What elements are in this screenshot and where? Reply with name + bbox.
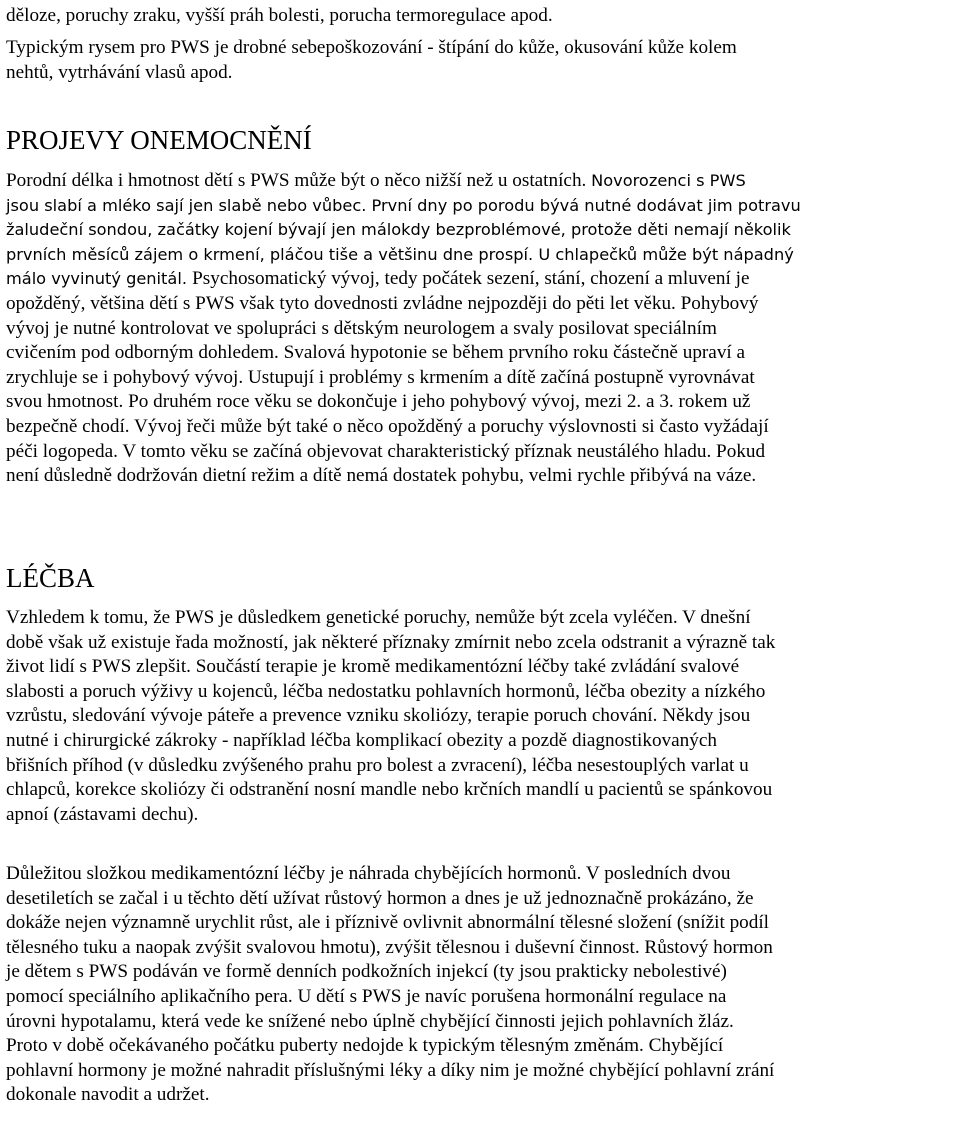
text-line: pohlavní hormony je možné nahradit příslušnými léky a díky nim je možné chybějící pohlavní zrání <box>6 1059 775 1081</box>
text-run: péči logopeda. V tomto věku se začíná objevovat charakteristický příznak neustálého hladu. Pokud <box>6 440 766 462</box>
text-line <box>6 440 801 465</box>
text-line: úrovni hypotalamu, která vede ke snížené nebo úplně chybějící činnosti jejich pohlavních žláz. <box>6 1010 734 1032</box>
text-line <box>6 366 801 391</box>
text-line: pomocí speciálního aplikačního pera. U dětí s PWS je navíc porušena hormonální regulace na <box>6 985 727 1007</box>
text-line: nehtů, vytrhávání vlasů apod. <box>6 61 233 83</box>
text-run: Psychosomatický vývoj, tedy počátek sezení, stání, chození a mluvení je <box>192 268 750 290</box>
section-heading-projevy: PROJEVY ONEMOCNĚNÍ <box>6 125 312 155</box>
text-line: dokonale navodit a udržet. <box>6 1084 210 1106</box>
text-line: době však už existuje řada možností, jak některé příznaky zmírnit nebo zcela odstranit a výrazně tak <box>6 631 776 653</box>
text-line: Vzhledem k tomu, že PWS je důsledkem genetické poruchy, nemůže být zcela vyléčen. V dnešní <box>6 607 751 628</box>
text-line <box>6 464 801 489</box>
text-run: První dny po porodu bývá nutné dodávat jim potravu <box>371 195 801 215</box>
text-line: život lidí s PWS zlepšit. Součástí terapie je kromě medikamentózní léčby také zvládání svalové <box>6 656 740 678</box>
text-line <box>6 341 801 366</box>
text-run: vývoj je nutné kontrolovat ve spolupráci s dětským neurologem a svaly posilovat speciálním <box>6 317 717 339</box>
text-line <box>6 169 801 194</box>
text-line: tělesného tuku a naopak zvýšit svalovou hmotu), zvýšit tělesnou i duševní činnost. Růstový hormon <box>6 936 773 958</box>
text-run: jsou slabí a mléko sají jen slabě nebo vůbec. <box>6 195 372 215</box>
paragraph-1 <box>6 4 553 29</box>
text-line: vzrůstu, sledování vývoje páteře a prevence vzniku skoliózy, terapie poruch chování. Někdy jsou <box>6 705 751 727</box>
text-run: Porodní délka i hmotnost dětí s PWS může být o něco nižší než u ostatních. <box>6 170 592 191</box>
text-line: dokáže nejen významně urychlit růst, ale i příznivě ovlivnit abnormální tělesné složení (snížit podíl <box>6 912 770 934</box>
text-run: svou hmotnost. Po druhém roce věku se dokončuje i jeho pohybový vývoj, mezi 2. a 3. rokem už <box>6 391 751 413</box>
text-line: desetiletích se začal i u těchto dětí užívat růstový hormon a dnes je už jednoznačně prokázáno, že <box>6 887 754 909</box>
text-line <box>6 390 801 415</box>
paragraph-3 <box>6 169 801 489</box>
text-run: málo vyvinutý genitál. <box>6 269 193 289</box>
text-line: je dětem s PWS podáván ve formě denních podkožních injekcí (ty jsou prakticky nebolestivé) <box>6 961 727 983</box>
text-line <box>6 317 801 342</box>
text-line: slabosti a poruch výživy u kojenců, léčba nedostatku pohlavních hormonů, léčba obezity a nízkého <box>6 680 766 702</box>
text-line: děloze, poruchy zraku, vyšší práh bolesti, porucha termoregulace apod. <box>6 5 553 26</box>
text-line: Proto v době očekávaného počátku puberty nedojde k typickým tělesným změnám. Chybějící <box>6 1035 724 1057</box>
text-run: Novorozenci s PWS <box>591 171 746 190</box>
text-run: U chlapečků může být nápadný <box>538 244 794 264</box>
text-line <box>6 415 801 440</box>
text-line <box>6 194 801 219</box>
text-run: opožděný, většina dětí s PWS však tyto dovednosti zvládne nejpozději do pěti let věku. Pohybový <box>6 292 759 314</box>
text-run: žaludeční sondou, začátky kojení bývají jen málokdy bezproblémové, protože děti nemají několik <box>6 220 791 240</box>
text-line: chlapců, korekce skoliózy či odstranění nosní mandle nebo krčních mandlí u pacientů se spánkovou <box>6 779 773 801</box>
section-heading-lecba: LÉČBA <box>6 563 95 593</box>
text-line: apnoí (zástavami dechu). <box>6 803 199 825</box>
paragraph-4 <box>6 606 775 827</box>
text-line <box>6 243 801 268</box>
text-line: Typickým rysem pro PWS je drobné sebepoškozování - štípání do kůže, okusování kůže kolem <box>6 37 737 58</box>
text-line <box>6 292 801 317</box>
text-line: Důležitou složkou medikamentózní léčby je náhrada chybějících hormonů. V posledních dvou <box>6 863 731 884</box>
text-line: břišních příhod (v důsledku zvýšeného prahu pro bolest a zvracení), léčba nesestouplých varlat u <box>6 754 749 776</box>
paragraph-2 <box>6 36 737 85</box>
text-line: nutné i chirurgické zákroky - například léčba komplikací obezity a pozdě diagnostikovaných <box>6 729 717 751</box>
text-run: není důsledně dodržován dietní režim a dítě nemá dostatek pohybu, velmi rychle přibývá na váze. <box>6 465 757 487</box>
paragraph-5 <box>6 862 774 1108</box>
text-run: zrychluje se i pohybový vývoj. Ustupují i problémy s krmením a dítě začíná postupně vyrovnávat <box>6 366 755 388</box>
text-run: cvičením pod odborným dohledem. Svalová hypotonie se během prvního roku částečně upraví a <box>6 342 746 364</box>
text-run: prvních měsíců zájem o krmení, pláčou tiše a většinu dne prospí. <box>6 244 539 264</box>
text-line <box>6 218 801 243</box>
text-line <box>6 267 801 292</box>
text-run: bezpečně chodí. Vývoj řeči může být také o něco opožděný a poruchy výslovnosti si často vyžádají <box>6 415 769 437</box>
